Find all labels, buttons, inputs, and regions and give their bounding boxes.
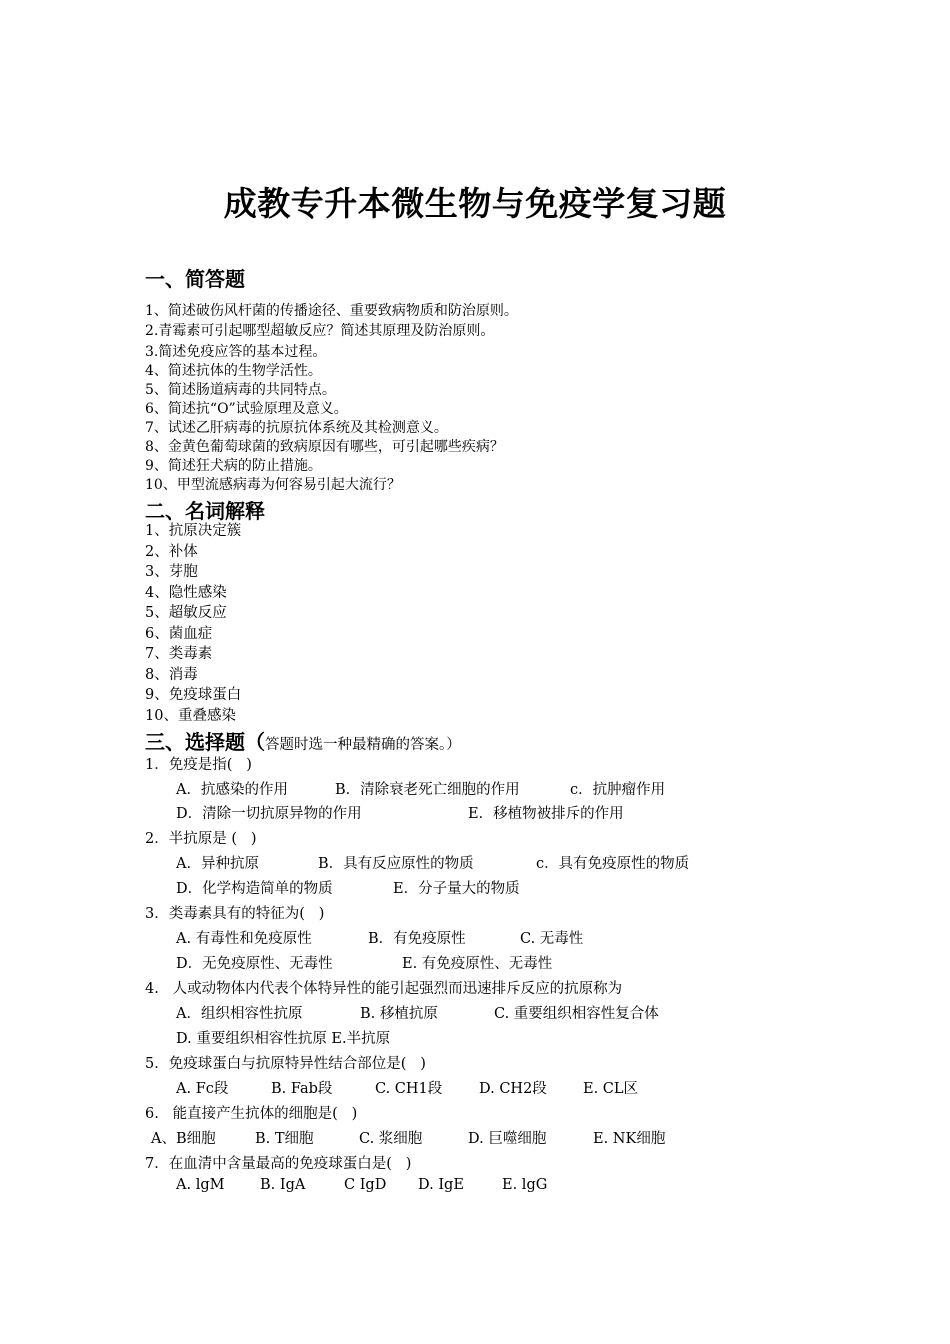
answer-option: D. 重要组织相容性抗原 E.半抗原 — [176, 1031, 391, 1047]
section-heading-text: 三、选择题（ — [145, 730, 265, 754]
question-stem: 6. 能直接产生抗体的细胞是( ) — [145, 1106, 358, 1122]
list-item: 9、免疫球蛋白 — [145, 687, 242, 703]
answer-option: D．化学构造简单的物质 — [176, 881, 333, 897]
answer-option: A. 有毒性和免疫原性 — [176, 931, 312, 947]
section-heading-multiple-choice — [145, 726, 461, 755]
answer-option: A．抗感染的作用 — [176, 782, 288, 798]
section-heading-definitions: 二、名词解释 — [145, 499, 265, 523]
list-item: 6、简述抗“O”试验原理及意义。 — [145, 401, 348, 417]
list-item: 6、菌血症 — [145, 626, 213, 642]
question-stem: 3．类毒素具有的特征为( ) — [145, 906, 325, 922]
answer-option: D. CH2段 — [479, 1081, 547, 1097]
list-item: 8、消毒 — [145, 667, 198, 683]
list-item: 1、简述破伤风杆菌的传播途径、重要致病物质和防治原则。 — [145, 303, 518, 319]
answer-option: c．具有免疫原性的物质 — [536, 856, 690, 872]
answer-option: B. T细胞 — [255, 1131, 314, 1147]
answer-option: C IgD — [344, 1177, 387, 1193]
answer-option: A. lgM — [176, 1177, 225, 1193]
list-item: 2.青霉素可引起哪型超敏反应？简述其原理及防治原则。 — [145, 323, 495, 339]
answer-option: E. 有免疫原性、无毒性 — [402, 956, 553, 972]
list-item: 4、简述抗体的生物学活性。 — [145, 363, 322, 379]
list-item: 9、简述狂犬病的防止措施。 — [145, 458, 322, 474]
answer-option: A、B细胞 — [151, 1131, 216, 1147]
answer-option: B．有免疫原性 — [368, 931, 466, 947]
section-note: 答题时选一种最精确的答案。） — [265, 737, 461, 753]
answer-option: C. CH1段 — [375, 1081, 443, 1097]
question-stem: 5．免疫球蛋白与抗原特异性结合部位是( ) — [145, 1056, 426, 1072]
answer-option: A．组织相容性抗原 — [176, 1006, 303, 1022]
list-item: 7、类毒素 — [145, 646, 213, 662]
list-item: 10、重叠感染 — [145, 708, 236, 724]
question-stem: 4. 人或动物体内代表个体特异性的能引起强烈而迅速排斥反应的抗原称为 — [145, 981, 623, 997]
answer-option: B．清除衰老死亡细胞的作用 — [335, 782, 520, 798]
list-item: 5、简述肠道病毒的共同特点。 — [145, 382, 336, 398]
answer-option: D．清除一切抗原异物的作用 — [176, 806, 362, 822]
answer-option: D．无免疫原性、无毒性 — [176, 956, 333, 972]
list-item: 3、芽胞 — [145, 564, 198, 580]
list-item: 2、补体 — [145, 544, 198, 560]
list-item: 5、超敏反应 — [145, 605, 227, 621]
answer-option: A. Fc段 — [176, 1081, 229, 1097]
answer-option: B. 移植抗原 — [360, 1006, 438, 1022]
page-title: 成教专升本微生物与免疫学复习题 — [223, 184, 727, 223]
list-item: 8、金黄色葡萄球菌的致病原因有哪些，可引起哪些疾病？ — [145, 439, 504, 455]
question-stem: 1．免疫是指( ) — [145, 757, 252, 773]
answer-option: E．分子量大的物质 — [393, 881, 520, 897]
answer-option: E. CL区 — [583, 1081, 639, 1097]
answer-option: B. Fab段 — [271, 1081, 333, 1097]
list-item: 1、抗原决定簇 — [145, 523, 242, 539]
answer-option: D. 巨噬细胞 — [468, 1131, 547, 1147]
question-stem: 2．半抗原是 ( ) — [145, 831, 257, 847]
answer-option: E．移植物被排斥的作用 — [468, 806, 624, 822]
answer-option: C. 无毒性 — [520, 931, 584, 947]
list-item: 3.简述免疫应答的基本过程。 — [145, 344, 327, 360]
answer-option: E. NK细胞 — [593, 1131, 666, 1147]
section-heading-short-answer: 一、简答题 — [145, 267, 245, 291]
question-stem: 7．在血清中含量最高的免疫球蛋白是( ) — [145, 1156, 412, 1172]
answer-option: A．异种抗原 — [176, 856, 259, 872]
list-item: 7、试述乙肝病毒的抗原抗体系统及其检测意义。 — [145, 420, 448, 436]
answer-option: E. lgG — [502, 1177, 548, 1193]
list-item: 4、隐性感染 — [145, 585, 227, 601]
answer-option: B．具有反应原性的物质 — [318, 856, 474, 872]
answer-option: C. 重要组织相容性复合体 — [494, 1006, 659, 1022]
list-item: 10、甲型流感病毒为何容易引起大流行？ — [145, 477, 401, 493]
answer-option: c．抗肿瘤作用 — [570, 782, 666, 798]
answer-option: B. IgA — [260, 1177, 306, 1193]
answer-option: C. 浆细胞 — [359, 1131, 423, 1147]
answer-option: D. IgE — [418, 1177, 464, 1193]
